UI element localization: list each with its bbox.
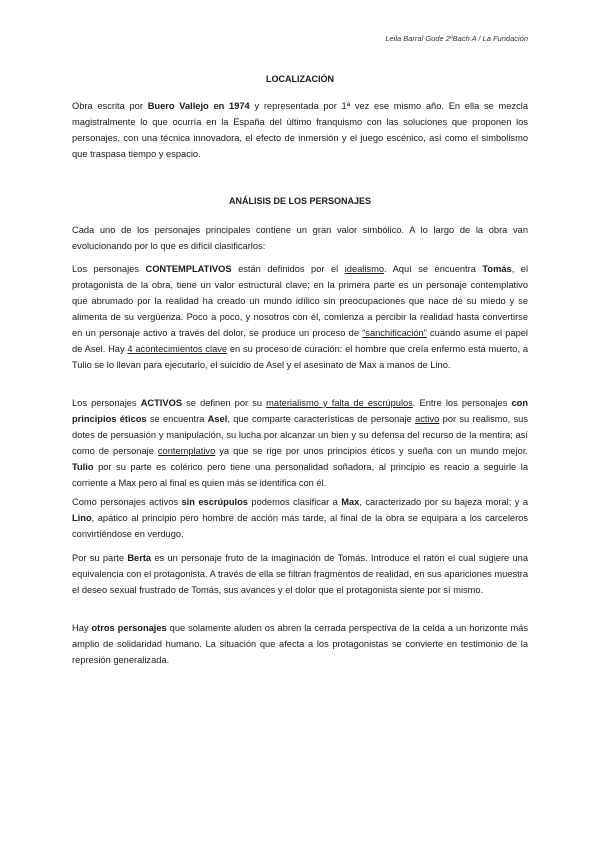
paragraph-otros: Hay otros personajes que solamente aluden os abren la cerrada perspectiva de la celda a un horizonte más amplio de solidaridad humano. La situación que afecta a los protagonistas se convierte en testimonio de la represión generalizada. (72, 623, 529, 665)
paragraph-sin-escrupulos: Como personajes activos sin escrúpulos podemos clasificar a Max, caracterizado por su bajeza moral; y a Lino, apático al principio pero hombre de acción más tarde, al final de la obra se equipara a los carceleros convirtiéndose en verdugo. (72, 497, 529, 539)
paragraph-activos: Los personajes ACTIVOS se definen por su materialismo y falta de escrúpulos. Entre los personajes con principios éticos se encuentra Asel, que comparte características de personaje activo por su realismo, sus dotes de persuasión y manipulación, su lucha por alcanzar un bien y su defensa del recurso de la mentira; así como de personaje contemplativo ya que se rige por unos principios éticos y sueña con un mundo mejor. Tulio por su parte es colérico pero tiene una personalidad soñadora, al principio es reacio a seguirle la corriente a Max pero al final es quien más se identifica con él. (72, 398, 528, 488)
paragraph-contemplativos: Los personajes CONTEMPLATIVOS están definidos por el idealismo. Aquí se encuentra Tomás, el protagonista de la obra, tiene un valor estructural clave; en la primera parte es un personaje contemplativo que abrumado por la realidad ha creado un mundo idílico sin preocupaciones que nace de su miedo y se alimenta de su vergüenza. Poco a poco, y nosotros con él, comienza a percibir la realidad hasta convertirse en un personaje activo a través del dolor, se produce un proceso de “sanchificación” cuando asume el papel de Asel. Hay 4 acontecimientos clave en su proceso de curación: el hombre que creía enfermo está muerto, a Tulio se lo llevan para ejecutarlo, el suicidio de Asel y el asesinato de Max a manos de Lino. (72, 264, 529, 370)
paragraph-intro: Cada uno de los personajes principales contiene un gran valor simbólico. A lo largo de la obra van evolucionando por lo que es difícil clasificarlos: (72, 225, 528, 251)
section-title-localizacion: LOCALIZACIÓN (266, 74, 334, 84)
section-title-analisis: ANÁLISIS DE LOS PERSONAJES (228, 196, 372, 206)
paragraph-berta: Por su parte Berta es un personaje fruto de la imaginación de Tomás. Introduce el ratón el cual sugiere una equivalencia con el protagonista. A través de ella se filtran fragmentos de realidad, en sus apariciones muestra el deseo sexual frustrado de Tomás, sus avances y el dolor que el protagonista siente por sí mismo. (72, 553, 529, 595)
paragraph-localizacion: Obra escrita por Buero Vallejo en 1974 y representada por 1ª vez ese mismo año. En ella se mezcla magistralmente lo que ocurría en la España del último franquismo con las soluciones que proponen los personajes, con una técnica innovadora, el efecto de inmersión y el juego escénico, así como el simbolismo que traspasa tiempo y espacio. (72, 101, 528, 159)
page-header: Leila Barral Gude 2ºBach A / La Fundación (385, 34, 528, 43)
